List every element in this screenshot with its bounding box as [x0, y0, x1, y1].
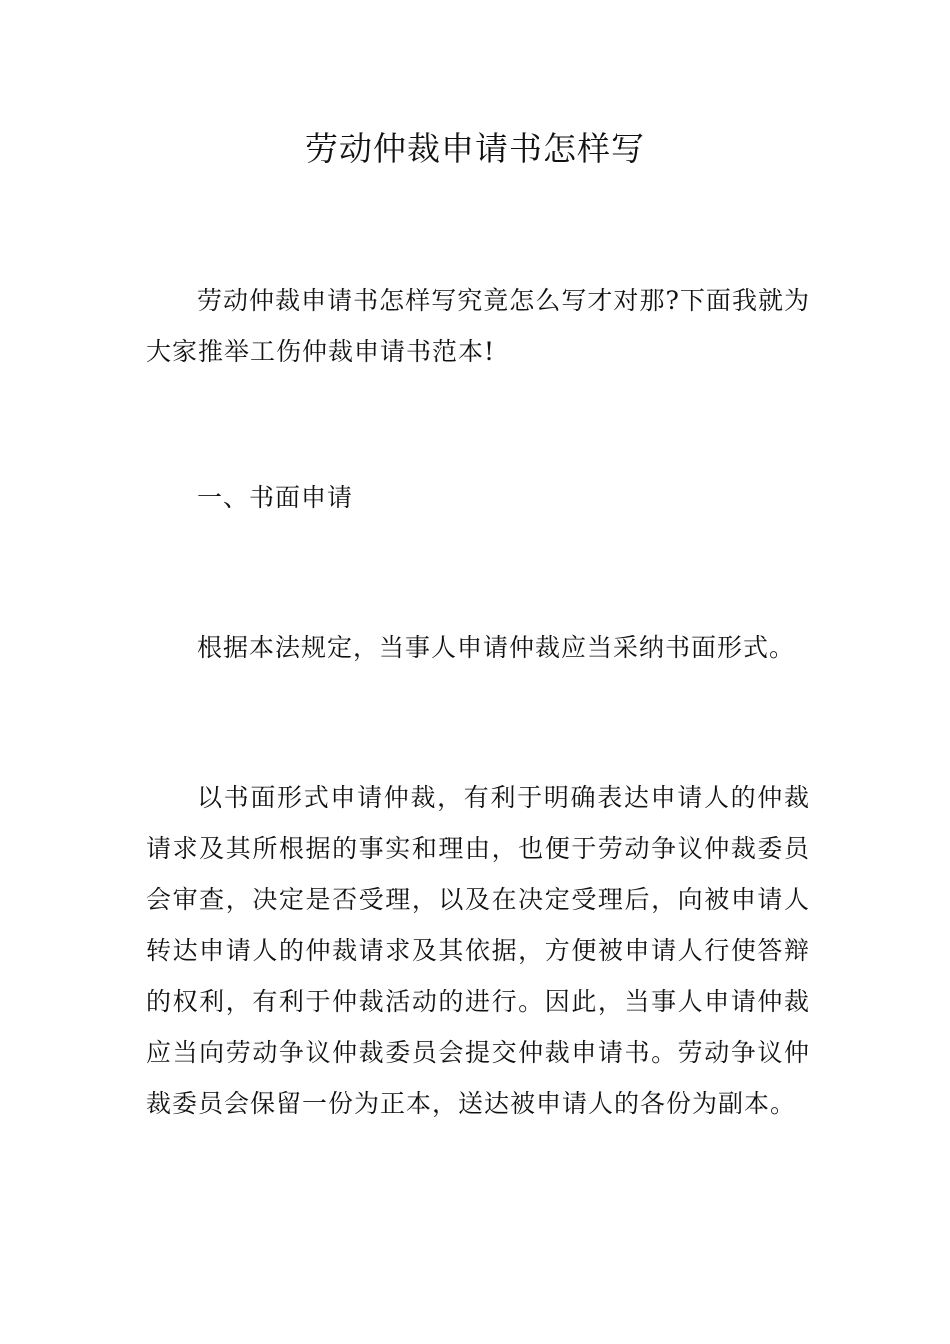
body-paragraph: 根据本法规定，当事人申请仲裁应当采纳书面形式。: [197, 633, 796, 662]
intro-paragraph: 劳动仲裁申请书怎样写究竟怎么写才对那?下面我就为大家推举工伤仲裁申请书范本!: [146, 286, 810, 366]
section-heading: 一、书面申请: [197, 483, 354, 512]
document-title: 劳动仲裁申请书怎样写: [305, 129, 645, 168]
body-paragraph: 以书面形式申请仲裁，有利于明确表达申请人的仲裁请求及其所根据的事实和理由，也便于劳动争议仲裁委员会审查，决定是否受理，以及在决定受理后，向被申请人转达申请人的仲裁请求及其依据，方便被申请人行使答辩的权利，有利于仲裁活动的进行。因此，当事人申请仲裁应当向劳动争议仲裁委员会提交仲裁申请书。劳动争议仲裁委员会保留一份为正本，送达被申请人的各份为副本。: [146, 783, 810, 1118]
